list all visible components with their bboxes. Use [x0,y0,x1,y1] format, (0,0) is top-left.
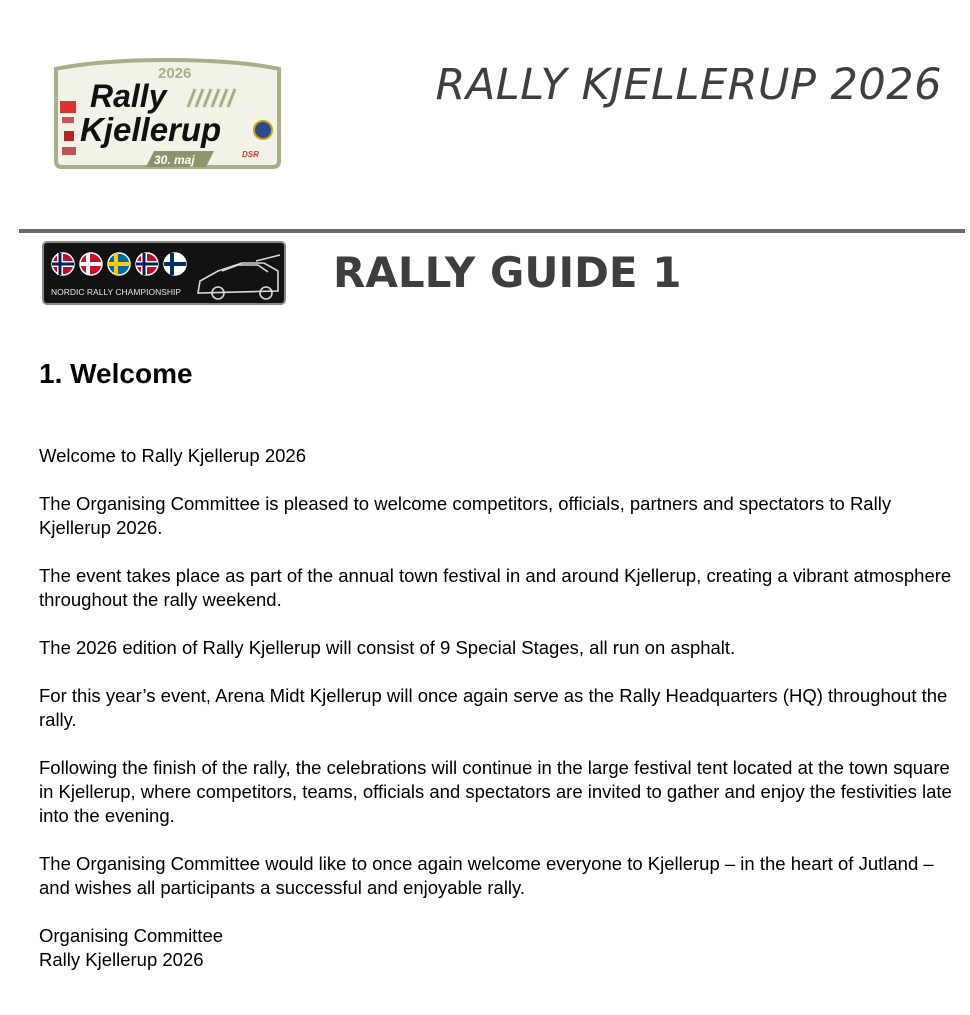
club-seal-icon [254,121,272,139]
logo-line1: Rally [90,78,167,114]
rally-guide-title: RALLY GUIDE 1 [333,248,682,297]
logo-line2: Kjellerup [80,111,222,148]
logo-year: 2026 [158,65,192,82]
paragraph: Welcome to Rally Kjellerup 2026 [39,445,307,466]
nordic-rally-championship-badge [42,241,286,305]
paragraph: For this year’s event, Arena Midt Kjellerup will once again serve as the Rally Headquarters (HQ) throughout the rally. [39,685,948,730]
logo-sponsor-mark: DSR [242,150,259,159]
document-header-title: RALLY KJELLERUP 2026 [435,60,942,110]
paragraph: Following the finish of the rally, the celebrations will continue in the large festival tent located at the town square in Kjellerup, where competitors, teams, officials and spectators are invited to gather and enjoy the festivities late into the evening. [39,757,952,826]
finland-flag [164,253,186,275]
paragraph: The 2026 edition of Rally Kjellerup will consist of 9 Special Stages, all run on asphalt. [39,637,736,658]
denmark-flag [80,253,102,275]
badge-label: NORDIC RALLY CHAMPIONSHIP [51,287,182,297]
section-heading: 1. Welcome [39,358,193,389]
paragraph: The Organising Committee would like to once again welcome everyone to Kjellerup – in the heart of Jutland – and wishes all participants a successful and enjoyable rally. [39,853,934,898]
welcome-body [39,444,964,972]
rally-kjellerup-logo [50,55,285,171]
signature-line: Rally Kjellerup 2026 [39,949,204,970]
paragraph: The event takes place as part of the annual town festival in and around Kjellerup, creating a vibrant atmosphere throughout the rally weekend. [39,565,952,610]
norway-flag [52,253,74,275]
logo-date: 30. maj [154,153,195,167]
signature-line: Organising Committee [39,925,224,946]
header-divider [19,229,965,233]
sweden-flag [108,253,130,275]
paragraph: The Organising Committee is pleased to welcome competitors, officials, partners and spectators to Rally Kjellerup 2026. [39,493,892,538]
norway-flag [136,253,158,275]
